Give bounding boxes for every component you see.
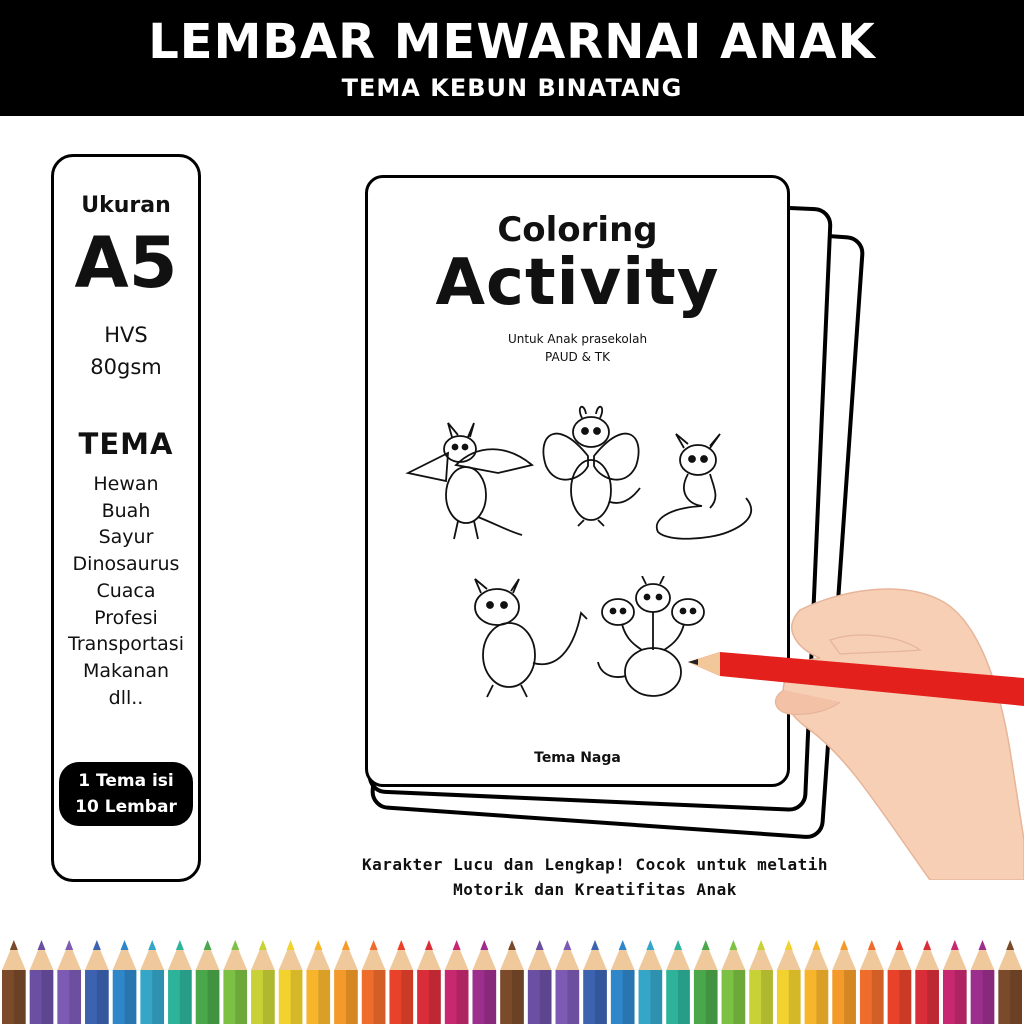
colored-pencil [57,940,81,1024]
colored-pencil [639,940,663,1024]
paper-spec [54,319,198,383]
sheet-count-badge [59,762,193,826]
colored-pencil [943,940,967,1024]
size-label: Ukuran [81,193,171,218]
colored-pencil [362,940,386,1024]
page-title: LEMBAR MEWARNAI ANAK [148,14,876,70]
colored-pencil [860,940,884,1024]
badge-line-1: 1 Tema isi [78,771,174,791]
theme-list [54,471,198,711]
tagline-line-1: Karakter Lucu dan Lengkap! Cocok untuk melatih [361,855,829,874]
paper-type: HVS [104,323,148,347]
colored-pencil [85,940,109,1024]
page-subtitle: TEMA KEBUN BINATANG [341,74,683,102]
list-item: Makanan [82,659,170,682]
size-value: A5 [74,222,178,304]
list-item: dll.. [108,686,144,709]
list-item: Dinosaurus [72,553,180,576]
list-item: Hewan [93,473,159,495]
colored-pencil [500,940,524,1024]
dragon-illustration-sitting [463,573,593,703]
colored-pencil [666,940,690,1024]
colored-pencil [140,940,164,1024]
colored-pencil [722,940,746,1024]
colored-pencil [583,940,607,1024]
colored-pencil [445,940,469,1024]
colored-pencil [417,940,441,1024]
theme-heading: TEMA [78,427,174,461]
colored-pencil [306,940,330,1024]
colored-pencil [971,940,995,1024]
sheet-audience: Untuk Anak prasekolah [507,332,648,346]
sheet-grade: PAUD & TK [545,350,610,364]
colored-pencil [556,940,580,1024]
colored-pencil [472,940,496,1024]
colored-pencil [279,940,303,1024]
colored-pencil [888,940,912,1024]
colored-pencil [528,940,552,1024]
colored-pencils-border [0,936,1024,1024]
sheet-title-small: Coloring [497,210,658,250]
colored-pencil [694,940,718,1024]
dragon-illustration-winged [398,413,538,553]
tagline-line-2: Motorik dan Kreatifitas Anak [453,880,737,899]
colored-pencil [805,940,829,1024]
colored-pencil [30,940,54,1024]
colored-pencil [611,940,635,1024]
colored-pencil [196,940,220,1024]
colored-pencil [223,940,247,1024]
colored-pencil [832,940,856,1024]
header-banner [0,0,1024,116]
colored-pencil [915,940,939,1024]
colored-pencil [113,940,137,1024]
colored-pencil [389,940,413,1024]
sheet-theme: Tema Naga [534,750,621,766]
sheet-title-big: Activity [435,246,720,320]
colored-pencil [334,940,358,1024]
paper-weight: 80gsm [90,355,162,379]
badge-line-2: 10 Lembar [75,797,177,817]
colored-pencil [251,940,275,1024]
info-panel [51,154,201,882]
list-item: Sayur [98,526,154,549]
colored-pencil [777,940,801,1024]
list-item: Profesi [94,606,158,629]
colored-pencil [2,940,26,1024]
dragon-illustration-snake [648,428,763,543]
dragon-illustration-fairy [536,396,646,531]
hand-with-pencil-illustration [680,580,1024,880]
colored-pencil [168,940,192,1024]
list-item: Buah [101,499,151,522]
colored-pencil [749,940,773,1024]
colored-pencil [998,940,1022,1024]
list-item: Transportasi [68,633,184,656]
list-item: Cuaca [96,579,156,602]
